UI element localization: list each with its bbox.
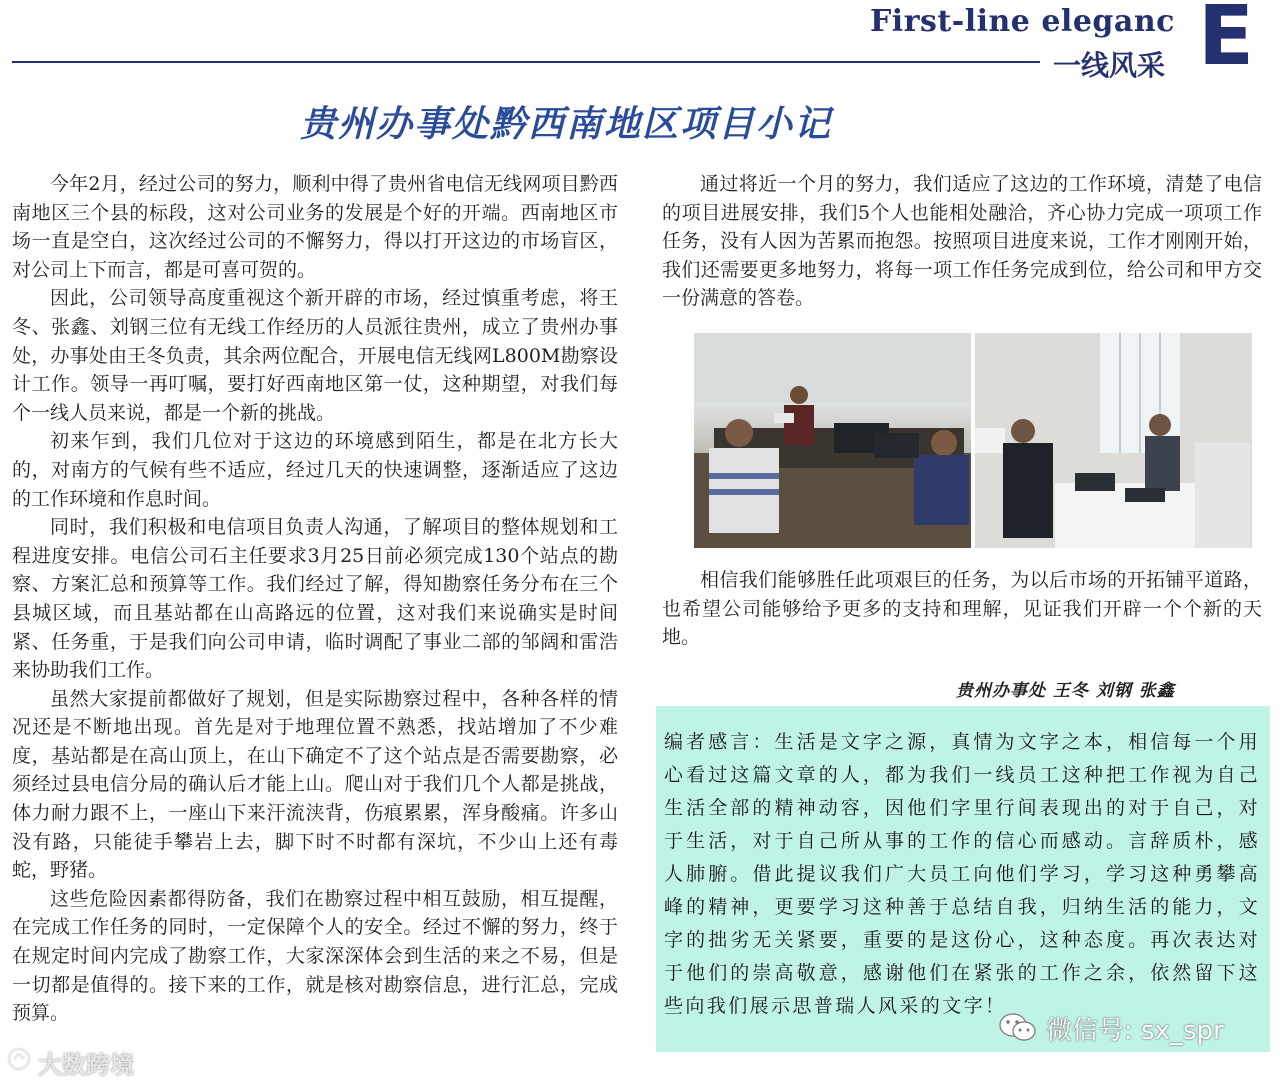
article-title: 贵州办事处黔西南地区项目小记: [300, 103, 833, 145]
office-photo-2-illustration: [975, 333, 1252, 548]
section-title-english: First-line eleganc: [870, 4, 1175, 39]
wechat-icon: [998, 1012, 1038, 1044]
header-rule: [12, 61, 1040, 63]
office-photo-1: [694, 333, 971, 548]
footer-mark: [6, 1044, 186, 1080]
watermark-text: 微信号: sx_spr: [1046, 1015, 1224, 1046]
section-letter: E: [1198, 0, 1255, 84]
right-column: [662, 170, 1262, 313]
paragraph: 相信我们能够胜任此项艰巨的任务，为以后市场的开拓铺平道路，也希望公司能够给予更多的支持和理解，见证我们开辟一个个新的天地。: [662, 569, 1262, 649]
office-photo-2: [975, 333, 1252, 548]
paragraph: 因此，公司领导高度重视这个新开辟的市场，经过慎重考虑，将王冬、张鑫、刘钢三位有无线工作经历的人员派往贵州，成立了贵州办事处，办事处由王冬负责，其余两位配合，开展电信无线网L800M勘察设计工作。领导一再叮嘱，要打好西南地区第一仗，这种期望，对我们每个一线人员来说，都是一个新的挑战。: [12, 287, 618, 424]
logo-icon: [6, 1046, 32, 1078]
editor-note-text: 编者感言：生活是文字之源，真情为文字之本，相信每一个用心看过这篇文章的人，都为我们一线员工这种把工作视为自己生活全部的精神动容，因他们字里行间表现出的对于自己，对于生活，对于自己所从事的工作的信心而感动。言辞质朴，感人肺腑。借此提议我们广大员工向他们学习，学习这种勇攀高峰的精神，更要学习这种善于总结自我，归纳生活的能力，文字的拙劣无关紧要，重要的是这份心，这种态度。再次表达对于他们的崇高敬意，感谢他们在紧张的工作之余，依然留下这些向我们展示思普瑞人风采的文字！: [664, 731, 1260, 1017]
office-photo-1-illustration: [694, 333, 971, 548]
paragraph: 通过将近一个月的努力，我们适应了这边的工作环境，清楚了电信的项目进展安排，我们5个人也能相处融洽，齐心协力完成一项项工作任务，没有人因为苦累而抱怨。按照项目进度来说，工作才刚刚开始，我们还需要更多地努力，将每一项工作任务完成到位，给公司和甲方交一份满意的答卷。: [662, 173, 1262, 310]
left-column: [12, 170, 618, 1028]
closing-paragraph: [662, 566, 1262, 652]
paragraph: 虽然大家提前都做好了规划，但是实际勘察过程中，各种各样的情况还是不断地出现。首先是对于地理位置不熟悉，找站增加了不少难度，基站都是在高山顶上，在山下确定不了这个站点是否需要勘察，必须经过县电信分局的确认后才能上山。爬山对于我们几个人都是挑战，体力耐力跟不上，一座山下来汗流浃背，伤痕累累，浑身酸痛。许多山没有路，只能徒手攀岩上去，脚下时不时都有深坑，不少山上还有毒蛇，野猪。: [12, 687, 618, 882]
paragraph: 初来乍到，我们几位对于这边的环境感到陌生，都是在北方长大的，对南方的气候有些不适应，经过几天的快速调整，逐渐适应了这边的工作环境和作息时间。: [12, 430, 618, 510]
footer-mark-text: 大数跨境: [38, 1050, 134, 1079]
paragraph: 今年2月，经过公司的努力，顺利中得了贵州省电信无线网项目黔西南地区三个县的标段，这对公司业务的发展是个好的开端。西南地区市场一直是空白，这次经过公司的不懈努力，得以打开这边的市场盲区，对公司上下而言，都是可喜可贺的。: [12, 173, 618, 281]
section-title-chinese: 一线风采: [1053, 49, 1166, 82]
byline: 贵州办事处 王冬 刘钢 张鑫: [956, 681, 1175, 701]
wechat-watermark: [998, 1006, 1258, 1050]
paragraph: 这些危险因素都得防备，我们在勘察过程中相互鼓励，相互提醒，在完成工作任务的同时，一定保障个人的安全。经过不懈的努力，终于在规定时间内完成了勘察工作，大家深深体会到生活的来之不易，但是一切都是值得的。接下来的工作，就是核对勘察信息，进行汇总，完成预算。: [12, 887, 618, 1025]
photo-strip: [694, 333, 1252, 548]
paragraph: 同时，我们积极和电信项目负责人沟通，了解项目的整体规划和工程进度安排。电信公司石主任要求3月25日前必须完成130个站点的勘察、方案汇总和预算等工作。我们经过了解，得知勘察任务分布在三个县城区域，而且基站都在山高路远的位置，这对我们来说确实是时间紧、任务重，于是我们向公司申请，临时调配了事业二部的邹阔和雷浩来协助我们工作。: [12, 516, 618, 682]
editor-note-box: [656, 706, 1270, 1052]
